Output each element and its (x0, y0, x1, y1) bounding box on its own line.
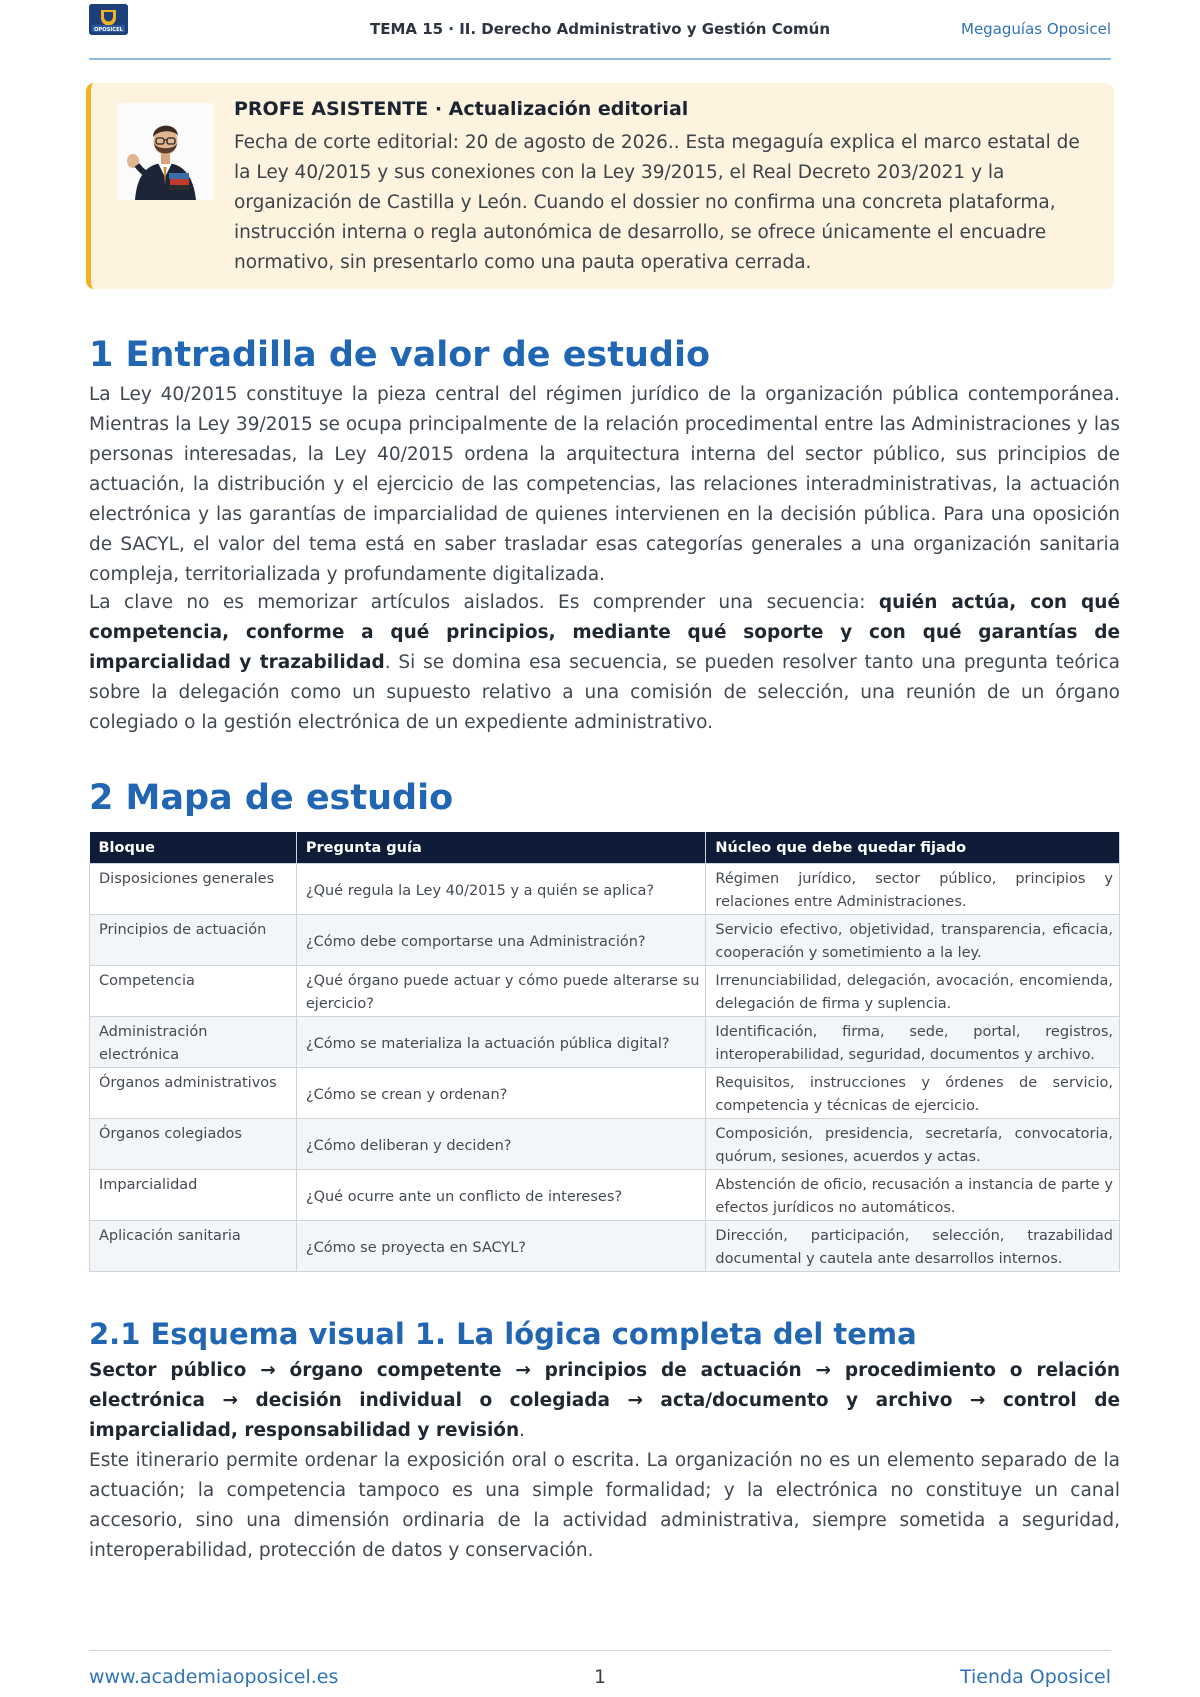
column-header-pregunta: Pregunta guía (296, 832, 706, 864)
p2-end: . Si se domina esa secuencia, se pueden resolver tanto una pregunta teórica sobre la delegación como un supuesto relativo a una comisión de selección, una reunión de un órgano colegiado o la gestión electrónica de un expediente administrativo. (89, 652, 1120, 733)
nucleo-cell: Irrenunciabilidad, delegación, avocación, encomienda, delegación de firma y suplencia. (706, 966, 1120, 1017)
pregunta-cell: ¿Cómo debe comportarse una Administración? (296, 915, 706, 966)
table-row (90, 1221, 1120, 1272)
table-row (90, 915, 1120, 966)
megaguias-link[interactable]: Megaguías Oposicel (961, 20, 1111, 38)
website-link[interactable]: www.academiaoposicel.es (89, 1666, 339, 1688)
bloque-cell: Aplicación sanitaria (90, 1221, 297, 1272)
section-1-paragraph-2 (89, 588, 1120, 738)
column-header-bloque: Bloque (90, 832, 297, 864)
bloque-cell: Competencia (90, 966, 297, 1017)
pregunta-cell: ¿Qué regula la Ley 40/2015 y a quién se aplica? (296, 864, 706, 915)
section-1-heading: 1 Entradilla de valor de estudio (89, 335, 711, 375)
teacher-avatar-icon (117, 103, 214, 200)
p2-start: La clave no es memorizar artículos aislados. Es comprender una secuencia: (89, 592, 879, 613)
nucleo-cell: Identificación, firma, sede, portal, registros, interoperabilidad, seguridad, documentos y archivo. (706, 1017, 1120, 1068)
p2-bold-sequence: quién actúa, con qué competencia, conforme a qué principios, mediante qué soporte y con qué garantías de imparcialidad y trazabilidad (89, 592, 1121, 673)
callout-title: PROFE ASISTENTE · Actualización editorial (234, 98, 689, 120)
page-footer (89, 1650, 1111, 1697)
bloque-cell: Disposiciones generales (90, 864, 297, 915)
page-number: 1 (593, 1666, 607, 1688)
logic-flow-bold: Sector público → órgano competente → principios de actuación → procedimiento o relación electrónica → decisión individual o colegiada → acta/documento y archivo → control de imparcialidad, responsabilidad y revisión (89, 1360, 1120, 1441)
bloque-cell: Administración electrónica (90, 1017, 297, 1068)
pregunta-cell: ¿Qué órgano puede actuar y cómo puede alterarse su ejercicio? (296, 966, 706, 1017)
nucleo-cell: Régimen jurídico, sector público, principios y relaciones entre Administraciones. (706, 864, 1120, 915)
nucleo-cell: Abstención de oficio, recusación a instancia de parte y efectos jurídicos no automáticos. (706, 1170, 1120, 1221)
nucleo-cell: Requisitos, instrucciones y órdenes de servicio, competencia y técnicas de ejercicio. (706, 1068, 1120, 1119)
pregunta-cell: ¿Qué ocurre ante un conflicto de intereses? (296, 1170, 706, 1221)
callout-text: Fecha de corte editorial: 20 de agosto de 2026.. Esta megaguía explica el marco estatal de la Ley 40/2015 y sus conexiones con la Ley 39/2015, el Real Decreto 203/2021 y la organización de Castilla y León. Cuando el dossier no confirma una concreta plataforma, instrucción interna o regla autonómica de desarrollo, se ofrece únicamente el encuadre normativo, sin presentarlo como una pauta operativa cerrada. (234, 132, 1080, 273)
pregunta-cell: ¿Cómo se crean y ordenan? (296, 1068, 706, 1119)
tienda-link[interactable]: Tienda Oposicel (959, 1666, 1111, 1688)
table-row (90, 1170, 1120, 1221)
page-header-title: TEMA 15 · II. Derecho Administrativo y Gestión Común (369, 20, 831, 38)
pregunta-cell: ¿Cómo se materializa la actuación pública digital? (296, 1017, 706, 1068)
nucleo-cell: Composición, presidencia, secretaría, convocatoria, quórum, sesiones, acuerdos y actas. (706, 1119, 1120, 1170)
column-header-nucleo: Núcleo que debe quedar fijado (706, 832, 1120, 864)
logo-text: OPOSICEL (94, 27, 123, 33)
pregunta-cell: ¿Cómo deliberan y deciden? (296, 1119, 706, 1170)
table-row (90, 1017, 1120, 1068)
section-2-1-paragraph: Este itinerario permite ordenar la exposición oral o escrita. La organización no es un elemento separado de la actuación; la competencia tampoco es una simple formalidad; y la electrónica no constituye un canal accesorio, sino una dimensión ordinaria de la actividad administrativa, siempre sometida a seguridad, interoperabilidad, protección de datos y conservación. (89, 1450, 1120, 1561)
logic-flow-end: . (519, 1420, 526, 1441)
pregunta-cell: ¿Cómo se proyecta en SACYL? (296, 1221, 706, 1272)
section-1-paragraph-1: La Ley 40/2015 constituye la pieza central del régimen jurídico de la organización pública contemporánea. Mientras la Ley 39/2015 se ocupa principalmente de la relación procedimental entre las Administraciones y las personas interesadas, la Ley 40/2015 ordena la arquitectura interna del sector público, sus principios de actuación, la distribución y el ejercicio de las competencias, las relaciones interadministrativas, la actuación electrónica y las garantías de imparcialidad de quienes intervienen en la decisión pública. Para una oposición de SACYL, el valor del tema está en saber trasladar esas categorías generales a una organización sanitaria compleja, territorializada y profundamente digitalizada. (89, 384, 1120, 585)
table-row (90, 1119, 1120, 1170)
bloque-cell: Órganos administrativos (90, 1068, 297, 1119)
bloque-cell: Principios de actuación (90, 915, 297, 966)
table-row (90, 966, 1120, 1017)
nucleo-cell: Servicio efectivo, objetividad, transparencia, eficacia, cooperación y sometimiento a la ley. (706, 915, 1120, 966)
page-header (89, 0, 1111, 60)
nucleo-cell: Dirección, participación, selección, trazabilidad documental y cautela ante desarrollos internos. (706, 1221, 1120, 1272)
bloque-cell: Imparcialidad (90, 1170, 297, 1221)
table-row (90, 864, 1120, 915)
table-row (90, 1068, 1120, 1119)
section-2-heading: 2 Mapa de estudio (89, 778, 454, 818)
bloque-cell: Órganos colegiados (90, 1119, 297, 1170)
logic-flow-paragraph (89, 1356, 1120, 1446)
study-map-table (89, 832, 1120, 1272)
table-header-row (90, 832, 1120, 864)
section-2-1-heading: 2.1 Esquema visual 1. La lógica completa del tema (89, 1317, 917, 1351)
editorial-callout (86, 83, 1114, 289)
